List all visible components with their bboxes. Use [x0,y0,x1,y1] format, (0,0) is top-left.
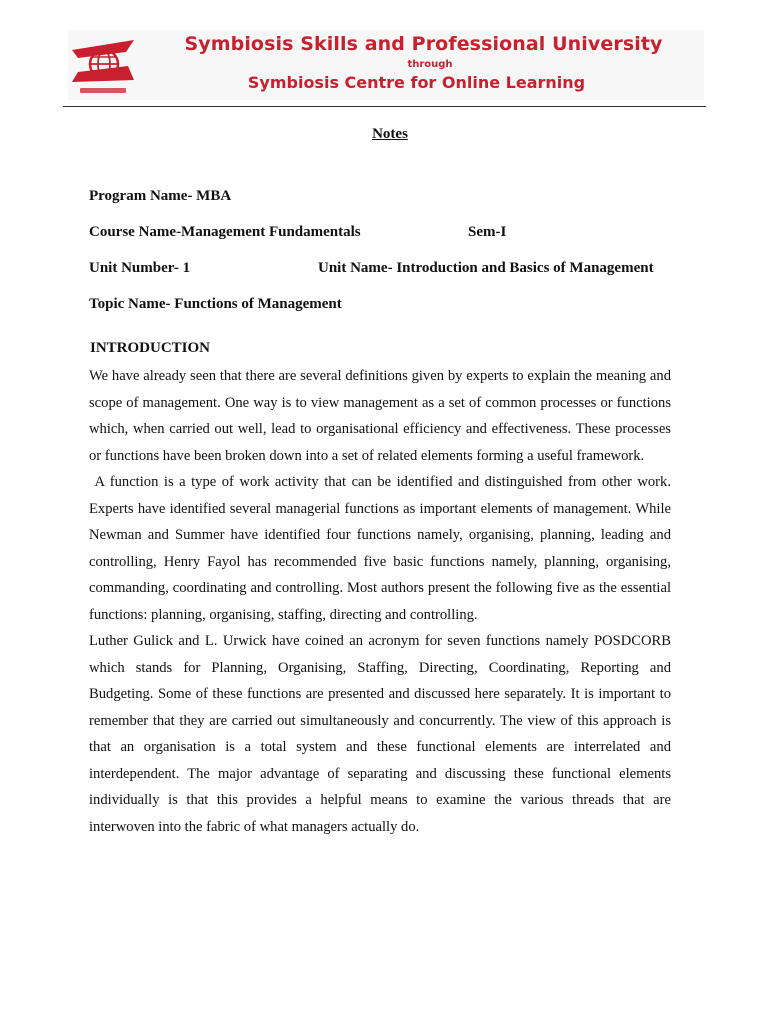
section-heading: INTRODUCTION [90,340,211,356]
course-name: Course Name-Management Fundamentals [89,224,361,240]
program-name: Program Name- MBA [89,188,232,204]
topic-name: Topic Name- Functions of Management [89,296,342,312]
page-title [0,126,768,143]
unit-name: Unit Name- Introduction and Basics of Management [318,260,654,276]
document-header [0,0,768,107]
symbiosis-logo-icon [68,30,138,100]
semester: Sem-I [468,224,507,240]
paragraph: We have already seen that there are several definitions given by experts to explain the meaning and scope of management. One way is to view management as a set of common processes or functions which, when carried out well, lead to organisational efficiency and effectiveness. These processes or functions have been broken down into a set of related elements forming a useful framework. [89,368,671,464]
centre-name: Symbiosis Centre for Online Learning [247,73,586,92]
unit-number: Unit Number- 1 [89,260,191,276]
page-title-text: Notes [372,126,408,142]
university-name: Symbiosis Skills and Professional University [184,33,663,55]
body-text [89,363,671,840]
paragraph: A function is a type of work activity that can be identified and distinguished from other work. Experts have identified several managerial functions as important elements of management. While Newman and Summer have identified four functions namely, organising, planning, leading and controlling, Henry Fayol has recommended five basic functions namely, planning, organising, commanding, coordinating and controlling. Most authors present the following five as the essential functions: planning, organising, staffing, directing and controlling. [89,474,671,623]
through-label: through [407,59,453,70]
header-divider [63,106,706,107]
paragraph: Luther Gulick and L. Urwick have coined an acronym for seven functions namely POSDCORB which stands for Planning, Organising, Staffing, Directing, Coordinating, Reporting and Budgeting. Some of these functions are presented and discussed here separately. It is important to remember that they are carried out simultaneously and concurrently. The view of this approach is that an organisation is a total system and these functional elements are interrelated and interdependent. The major advantage of separating and discussing these functional elements individually is that this provides a helpful means to examine the various threads that are interwoven into the fabric of what managers actually do. [89,633,671,835]
